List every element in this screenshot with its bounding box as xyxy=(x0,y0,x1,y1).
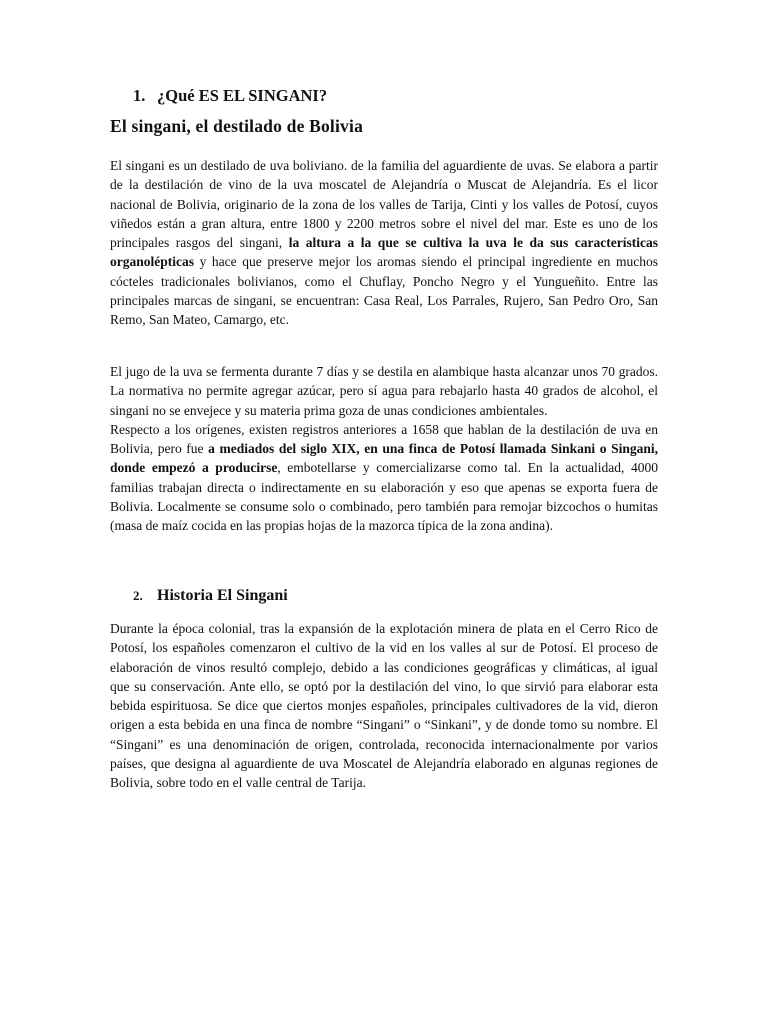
section-1-number: 1. xyxy=(133,86,146,105)
section-2-heading xyxy=(133,587,288,605)
paragraph-history xyxy=(110,619,658,793)
section-1-subtitle: El singani, el destilado de Bolivia xyxy=(110,116,364,136)
section-2-number: 2. xyxy=(133,588,143,603)
paragraph-origins xyxy=(110,420,658,536)
paragraph-origins-text-a: Respecto a los orígenes, existen registros anteriores a 1658 que hablan de la destilación de uva en Bolivia, pero fue xyxy=(110,421,658,457)
paragraph-origins-bold: a mediados del siglo XIX, en una finca de Potosí llamada Sinkani o Singani, donde empezó a producirse xyxy=(110,441,659,476)
section-1-heading xyxy=(133,86,327,106)
paragraph-production-block xyxy=(110,362,658,536)
paragraph-history-text: Durante la época colonial, tras la expansión de la explotación minera de plata en el Cerro Rico de Potosí, los españoles comenzaron el cultivo de la vid en los valles al sur de Potosí. El proceso de elaboración de vinos resultó complejo, debido a las condiciones geográficas y climáticas, al igual que su conservación. Ante ello, se optó por la destilación del vino, lo que sirvió para elaborar esta bebida espirituosa. Se dice que ciertos monjes españoles, principales cultivadores de la vid, dieron origen a esta bebida en una finca de nombre “Singani” o “Sinkani”, y de donde tomo su nombre. El “Singani” es una denominación de origen, controlada, reconocida internacionalmente por varios países, que designa al aguardiente de uva Moscatel de Alejandría elaborado en algunas regiones de Bolivia, sobre todo en el valle central de Tarija. xyxy=(110,621,658,791)
paragraph-origins-text-b: , embotellarse y comercializarse como tal. En la actualidad, 4000 familias trabajan directa o indirectamente en su elaboración y eso que apenas se exporta fuera de Bolivia. Localmente se consume solo o combinado, pero también para remojar bizcochos o humitas (masa de maíz cocida en las propias hojas de la mazorca típica de la zona andina). xyxy=(110,460,659,534)
section-2-title: Historia El Singani xyxy=(157,587,288,604)
paragraph-intro-text-a: El singani es un destilado de uva boliviano. de la familia del aguardiente de uvas. Se elabora a partir de la destilación de vino de la uva moscatel de Alejandría o Muscat de Alejandría. Es el licor nacional de Bolivia, originario de la zona de los valles de Tarija, Cinti y los valles de Potosí, cuyos viñedos están a gran altura, entre 1800 y 2200 metros sobre el nivel del mar. Este es uno de los principales rasgos del singani, xyxy=(110,158,658,251)
paragraph-intro-bold: la altura a la que se cultiva la uva le da sus características organolépticas xyxy=(110,235,658,270)
paragraph-production: El jugo de la uva se fermenta durante 7 días y se destila en alambique hasta alcanzar unos 70 grados. La normativa no permite agregar azúcar, pero sí agua para rebajarlo hasta 40 grados de alcohol, el singani no se envejece y su materia prima goza de unas condiciones ambientales. xyxy=(110,364,658,418)
paragraph-intro-text-b: y hace que preserve mejor los aromas siendo el principal ingrediente en muchos cócteles tradicionales bolivianos, como el Chuflay, Poncho Negro y el Yungueñito. Entre las principales marcas de singani, se encuentran: Casa Real, Los Parrales, Rujero, San Pedro Oro, San Remo, San Mateo, Camargo, etc. xyxy=(110,254,658,328)
paragraph-intro xyxy=(110,156,658,330)
section-1-title: ¿Qué ES EL SINGANI? xyxy=(157,86,328,105)
